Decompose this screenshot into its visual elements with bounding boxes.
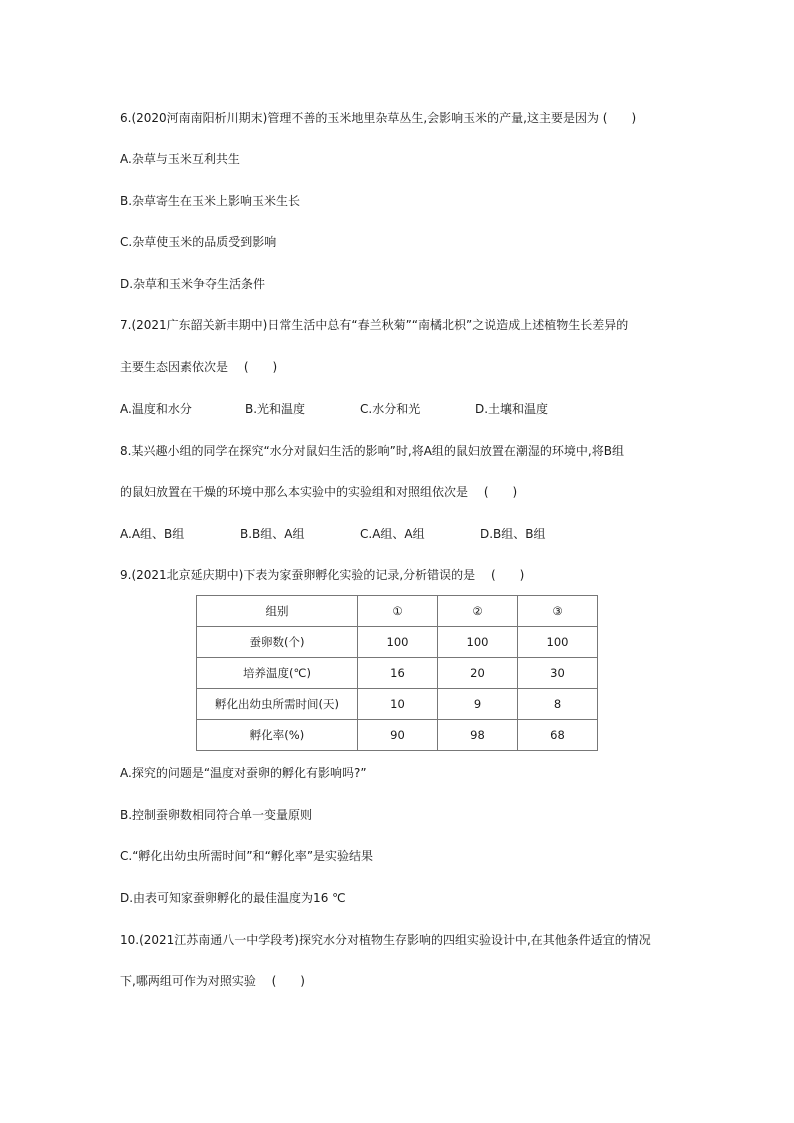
table-cell: 孵化出幼虫所需时间(天): [197, 689, 358, 720]
table-row: [197, 627, 598, 658]
question-8-option-c: C.A组、A组: [360, 527, 425, 541]
question-9-option-d: D.由表可知家蚕卵孵化的最佳温度为16 ℃: [120, 891, 346, 905]
table-header-cell: ③: [518, 596, 598, 627]
question-8-options: [120, 526, 546, 542]
table-cell: 30: [518, 658, 598, 689]
question-7-option-d: D.土壤和温度: [475, 402, 549, 416]
table-cell: 100: [438, 627, 518, 658]
question-6-option-b: B.杂草寄生在玉米上影响玉米生长: [120, 194, 301, 208]
question-6-stem: 6.(2020河南南阳析川期末)管理不善的玉米地里杂草丛生,会影响玉米的产量,这主要是因为 ( ): [120, 111, 637, 125]
table-cell: 68: [518, 720, 598, 751]
table-cell: 孵化率(%): [197, 720, 358, 751]
question-6-option-d: D.杂草和玉米争夺生活条件: [120, 277, 266, 291]
question-7-stem-line-1: 7.(2021广东韶关新丰期中)日常生活中总有“春兰秋菊”“南橘北枳”之说造成上述植物生长差异的: [120, 318, 629, 332]
table-cell: 培养温度(℃): [197, 658, 358, 689]
table-row: [197, 658, 598, 689]
table-cell: 9: [438, 689, 518, 720]
question-9-option-a: A.探究的问题是“温度对蚕卵的孵化有影响吗?”: [120, 766, 367, 780]
table-row: [197, 720, 598, 751]
question-10-stem-line-1: 10.(2021江苏南通八一中学段考)探究水分对植物生存影响的四组实验设计中,在其他条件适宜的情况: [120, 933, 651, 947]
question-9-stem: 9.(2021北京延庆期中)下表为家蚕卵孵化实验的记录,分析错误的是 ( ): [120, 568, 525, 582]
question-10-stem-line-2: 下,哪两组可作为对照实验 ( ): [120, 974, 305, 988]
question-8-option-d: D.B组、B组: [480, 527, 546, 541]
question-7-option-b: B.光和温度: [245, 402, 306, 416]
question-6-option-c: C.杂草使玉米的品质受到影响: [120, 235, 277, 249]
question-7-stem-line-2: 主要生态因素依次是 ( ): [120, 360, 278, 374]
table-cell: 16: [358, 658, 438, 689]
question-6-option-a: A.杂草与玉米互利共生: [120, 152, 240, 166]
question-8-stem-line-1: 8.某兴趣小组的同学在探究“水分对鼠妇生活的影响”时,将A组的鼠妇放置在潮湿的环境中,将B组: [120, 444, 624, 458]
table-cell: 100: [518, 627, 598, 658]
question-7-options: [120, 401, 548, 417]
table-header-cell: ②: [438, 596, 518, 627]
silkworm-hatching-table: [196, 595, 598, 751]
question-8-option-b: B.B组、A组: [240, 527, 305, 541]
table-cell: 8: [518, 689, 598, 720]
question-9-option-b: B.控制蚕卵数相同符合单一变量原则: [120, 808, 313, 822]
question-7-option-c: C.水分和光: [360, 402, 421, 416]
question-9-option-c: C.“孵化出幼虫所需时间”和“孵化率”是实验结果: [120, 849, 374, 863]
table-cell: 10: [358, 689, 438, 720]
table-row: [197, 689, 598, 720]
question-8-stem-line-2: 的鼠妇放置在干燥的环境中那么本实验中的实验组和对照组依次是 ( ): [120, 485, 518, 499]
table-header-cell: ①: [358, 596, 438, 627]
table-cell: 98: [438, 720, 518, 751]
question-8-option-a: A.A组、B组: [120, 527, 185, 541]
table-header-cell: 组别: [197, 596, 358, 627]
table-cell: 20: [438, 658, 518, 689]
question-7-option-a: A.温度和水分: [120, 402, 192, 416]
table-cell: 90: [358, 720, 438, 751]
table-cell: 蚕卵数(个): [197, 627, 358, 658]
table-header-row: [197, 596, 598, 627]
table-cell: 100: [358, 627, 438, 658]
